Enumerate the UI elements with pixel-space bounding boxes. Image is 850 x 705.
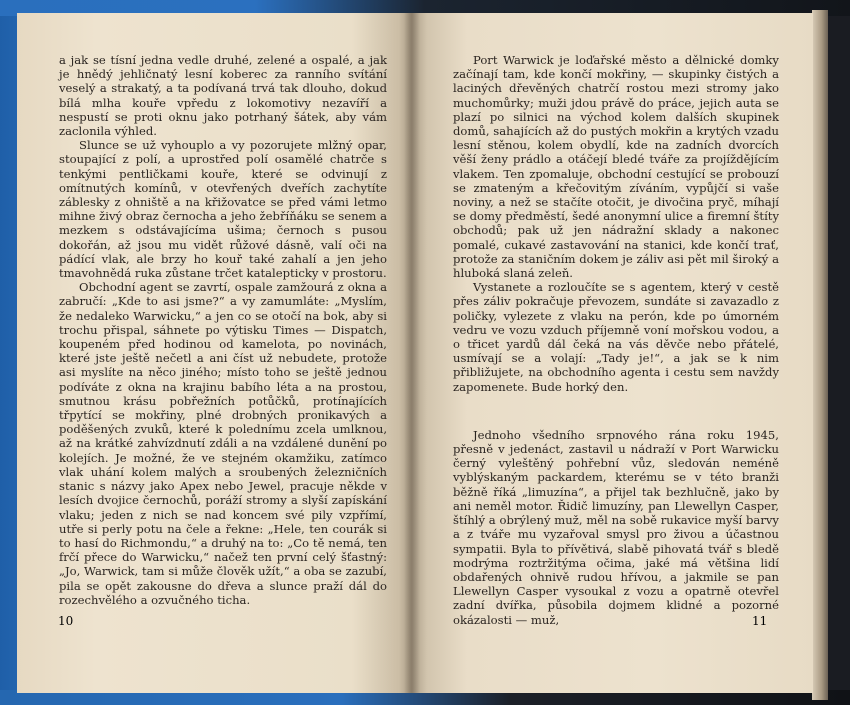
left-paragraph-1: a jak se tísní jedna vedle druhé, zelené a ospalé, a jak je hnědý jehličnatý lesní koberec za ranního svítání veselý a strakatý, a ta podívaná trvá tak dlouho, dokud bílá mlha kouře vpředu z lokomotivy nezavíří a nespustí se proti oknu jako potrhaný šátek, aby vám zaclonila výhled. xyxy=(59,53,387,139)
left-page-number: 10 xyxy=(58,614,74,628)
book-gutter xyxy=(404,13,420,693)
right-page xyxy=(411,13,813,693)
right-page-number: 11 xyxy=(752,614,768,628)
page-block-edge xyxy=(812,10,828,700)
left-paragraph-2: Slunce se už vyhouplo a vy pozorujete mlžný opar, stoupající z polí, a uprostřed polí osamělé chatrče s tenkými pentličkami kouře, které se odvinují z omítnutých komínů, v otevřených dveřích zachytíte záblesky z ohniště a na křižovatce se před vámi letmo mihne živý obraz černocha a jeho žebříňáku se senem a mezkem s odstávajícíma ušima; černoch s pusou dokořán, až jsou mu vidět růžové dásně, valí oči na pádící vlak, ale brzy ho kouř také zahalí a jen jeho tmavohnědá ruka zůstane trčet katalepticky v prostoru. xyxy=(59,138,387,281)
right-paragraph-1: Port Warwick je loďařské město a dělnické domky začínají tam, kde končí mokřiny, — skupinky čistých a laciných dřevěných chatrčí rostou mezi stromy jako muchomůrky; muži jdou právě do práce, jejich auta se plazí po silnici na východ kolem dalších skupinek domů, sahajících až do pustých mokřin a krytých vzadu lesní stěnou, kolem obydlí, kde na zadních dvorcích věší ženy prádlo a otáčejí bledé tváře za projíždějícím vlakem. Ten zpomaluje, obchodní cestující se probouzí se zmateným a křečovitým zíváním, vypůjčí si vaše noviny, a než se stačíte otočit, je divočina pryč, míhají se domy předměstí, šedé anonymní ulice a firemní štíty obchodů; pak už jen nádražní sklady a nakonec pomalé, cukavé zastavování na stanici, kde končí trať, protože za staničním dokem je záliv asi pět mil široký a hluboká slaná zeleň. xyxy=(453,53,779,281)
left-paragraph-3: Obchodní agent se zavrtí, ospale zamžourá z okna a zabručí: „Kde to asi jsme?“ a vy zamumláte: „Myslím, že nedaleko Warwicku,“ a jen co se otočí na bok, aby si trochu přispal, sáhnete po výtisku Times — Dispatch, koupeném před hodinou od kamelota, po novinách, které jste ještě nečetl a ani číst už nebudete, protože asi myslíte na něco jiného; místo toho se ještě jednou podíváte z okna na krajinu babího léta a na prostou, smutnou krásu pobřežních potůčků, protínajících třpytící se mokřiny, plné drobných pronikavých a poděšených zvuků, které k polednímu zcela umlknou, až na krátké zahvízdnutí zdáli a na vzdálené dunění po kolejích. Je možné, že ve stejném okamžiku, zatímco vlak uhání kolem malých a sroubených železničních stanic s názvy jako Apex nebo Jewel, pracuje někde v lesích dvojice černochů, poráží stromy a slyší zapískání vlaku; jeden z nich se nad koncem své pily vzpřímí, utře si perly potu na čele a řekne: „Hele, ten courák si to hasí do Richmondu,“ a druhý na to: „Co tě nemá, ten frčí přece do Warwicku,“ načež ten první celý šťastný: „Jo, Warwick, tam si může člověk užít,“ a oba se zazubí, pila se opět zakousne do dřeva a slunce praží dál do rozechvělého a ozvučného ticha. xyxy=(59,280,387,607)
right-paragraph-2: Vystanete a rozloučíte se s agentem, který v cestě přes záliv pokračuje převozem, sundáte si zavazadlo z poličky, vylezete z vlaku na perón, kde po úmorném vedru ve vozu vzduch příjemně voní mořskou vodou, a o třicet yardů dál čeká na vás děvče nebo přátelé, usmívají se a volají: „Tady je!“, a jak se k nim přibližujete, na obchodního agenta i cestu sem navždy zapomenete. Bude horký den. xyxy=(453,280,779,394)
right-paragraph-3: Jednoho všedního srpnového rána roku 1945, přesně v jedenáct, zastavil u nádraží v Port Warwicku černý vyleštěný pohřební vůz, sledován neméně vyblýskaným packardem, kterému se v této branži běžně říká „limuzína“, a přijel tak bezhlučně, jako by ani neměl motor. Řidič limuzíny, pan Llewellyn Casper, štíhlý a obrýlený muž, měl na sobě rukavice myší barvy a z tváře mu vyzařoval smysl pro živou a účastnou sympatii. Byla to přívětivá, slabě pihovatá tvář s bledě modrýma roztržitýma očima, jaké má většina lidí obdařených ohnivě rudou hřívou, a jakmile se pan Llewellyn Casper vysoukal z vozu a opatrně otevřel zadní dvířka, působila dojmem klidné a pozorné okázalosti — muž, xyxy=(453,427,779,627)
section-break xyxy=(453,394,779,428)
left-page xyxy=(17,13,411,693)
